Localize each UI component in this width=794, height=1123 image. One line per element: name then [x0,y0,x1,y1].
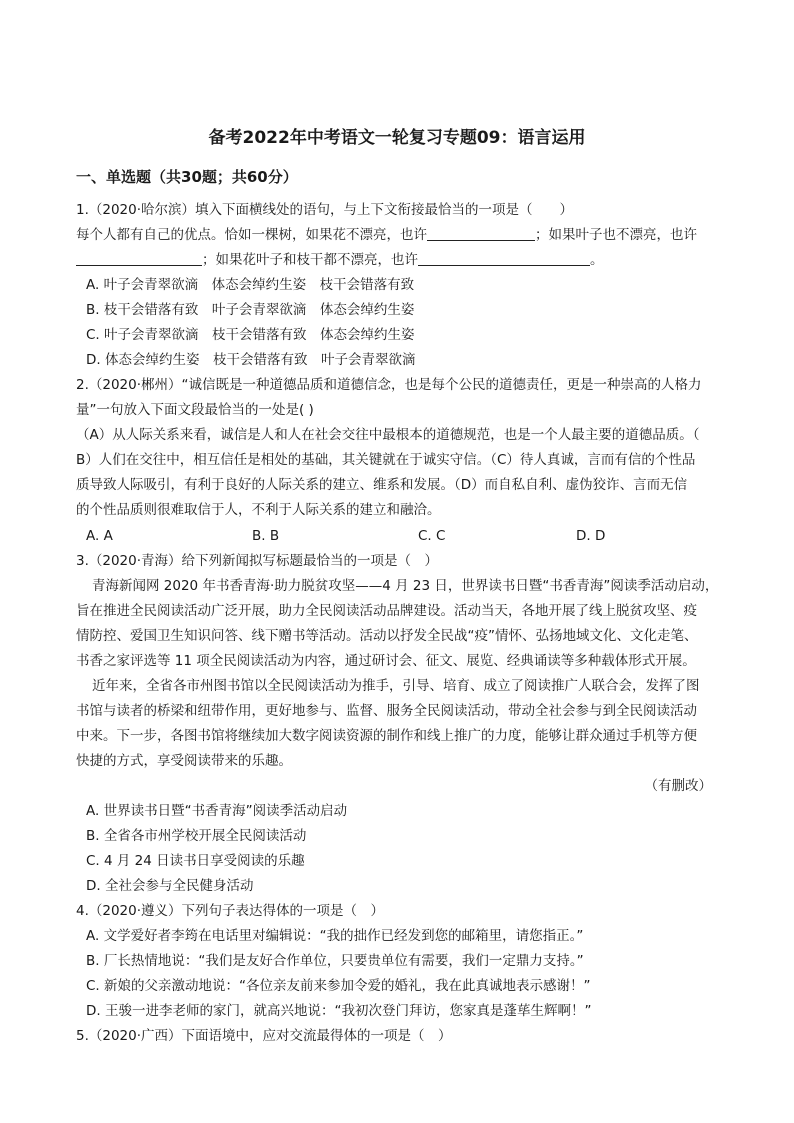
option[interactable]: C. 4 月 24 日读书日享受阅读的乐趣 [86,853,305,869]
option[interactable]: A. 叶子会青翠欲滴 体态会绰约生姿 枝干会错落有致 [86,277,415,293]
fill-blank [418,251,590,266]
option[interactable]: D. 王骏一进李老师的家门，就高兴地说：“我初次登门拜访，您家真是蓬荜生辉啊！” [86,1003,592,1019]
fill-blank [76,251,202,266]
question-3-passage: 旨在推进全民阅读活动广泛开展，助力全民阅读活动品牌建设。活动当天，各地开展了线上脱贫攻坚、疫 [76,603,697,619]
question-3-passage: 书馆与读者的桥梁和纽带作用，更好地参与、监督、服务全民阅读活动，带动全社会参与到全民阅读活动 [76,703,697,719]
question-2-stem: 2.（2020·郴州）“诚信既是一种道德品质和道德信念，也是每个公民的道德责任，更是一种崇高的人格力 [76,377,702,393]
option[interactable]: B. 厂长热情地说：“我们是友好合作单位，只要贵单位有需要，我们一定鼎力支持。” [86,953,584,969]
question-2-stem-cont: 量”一句放入下面文段最恰当的一处是( ) [76,402,314,418]
source-note: （有删改） [644,778,712,794]
option[interactable]: D. D [576,528,606,544]
option[interactable]: A. 文学爱好者李筠在电话里对编辑说：“我的拙作已经发到您的邮箱里，请您指正。” [86,928,584,944]
question-3-passage: 青海新闻网 2020 年书香青海·助力脱贫攻坚——4 月 23 日，世界读书日暨“书香青海”阅读季活动启动， [92,578,719,594]
option[interactable]: B. 全省各市州学校开展全民阅读活动 [86,828,307,844]
question-5-stem: 5.（2020·广西）下面语境中，应对交流最得体的一项是（ ） [76,1028,452,1044]
question-3-passage: 书香之家评选等 11 项全民阅读活动为内容，通过研讨会、征文、展览、经典诵读等多种载体形式开展。 [76,653,696,669]
question-2-passage: （A）从人际关系来看，诚信是人和人在社会交往中最根本的道德规范，也是一个人最主要的道德品质。（ [76,427,700,443]
option[interactable]: D. 全社会参与全民健身活动 [86,878,254,894]
passage-text: ；如果叶子也不漂亮，也许 [535,227,697,243]
question-2-passage: 的个性品质则很难取信于人，不利于人际关系的建立和融洽。 [76,502,441,518]
question-3-passage: 情防控、爱国卫生知识问答、线下赠书等活动。活动以抒发全民战“疫”情怀、弘扬地域文化、文化走笔、 [76,628,698,644]
document-title: 备考2022年中考语文一轮复习专题09：语言运用 [208,128,586,148]
question-3-passage: 快捷的方式，享受阅读带来的乐趣。 [76,753,292,769]
option[interactable]: B. B [252,528,280,544]
question-2-passage: B）人们在交往中，相互信任是相处的基础，其关键就在于诚实守信。（C）待人真诚，言而有信的个性品 [76,452,696,468]
question-1-stem: 1.（2020·哈尔滨）填入下面横线处的语句，与上下文衔接最恰当的一项是（ ） [76,202,574,218]
option[interactable]: C. 新娘的父亲激动地说：“各位亲友前来参加令爱的婚礼，我在此真诚地表示感谢！” [86,978,591,994]
passage-text: 。 [590,252,604,268]
question-2-passage: 质导致人际吸引，有利于良好的人际关系的建立、维系和发展。（D）而自私自利、虚伪狡诈、言而无信 [76,477,688,493]
option[interactable]: B. 枝干会错落有致 叶子会青翠欲滴 体态会绰约生姿 [86,302,415,318]
fill-blank [427,226,535,241]
passage-text: ；如果花叶子和枝干都不漂亮，也许 [202,252,418,268]
option[interactable]: A. A [86,528,113,544]
option[interactable]: C. C [418,528,446,544]
question-4-stem: 4.（2020·遵义）下列句子表达得体的一项是（ ） [76,903,385,919]
option[interactable]: D. 体态会绰约生姿 枝干会错落有致 叶子会青翠欲滴 [86,352,416,368]
section-heading: 一、单选题（共30题；共60分） [76,168,298,186]
option[interactable]: C. 叶子会青翠欲滴 枝干会错落有致 体态会绰约生姿 [86,327,415,343]
question-1-passage-cont [76,250,718,270]
option[interactable]: A. 世界读书日暨“书香青海”阅读季活动启动 [86,803,348,819]
passage-text: 每个人都有自己的优点。恰如一棵树，如果花不漂亮，也许 [76,227,427,243]
question-3-stem: 3.（2020·青海）给下列新闻拟写标题最恰当的一项是（ ） [76,553,439,569]
question-3-passage: 近年来，全省各市州图书馆以全民阅读活动为推手，引导、培育、成立了阅读推广人联合会，发挥了图 [92,678,700,694]
question-1-passage [76,225,718,245]
question-3-passage: 中来。下一步，各图书馆将继续加大数字阅读资源的制作和线上推广的力度，能够让群众通过手机等方便 [76,728,697,744]
